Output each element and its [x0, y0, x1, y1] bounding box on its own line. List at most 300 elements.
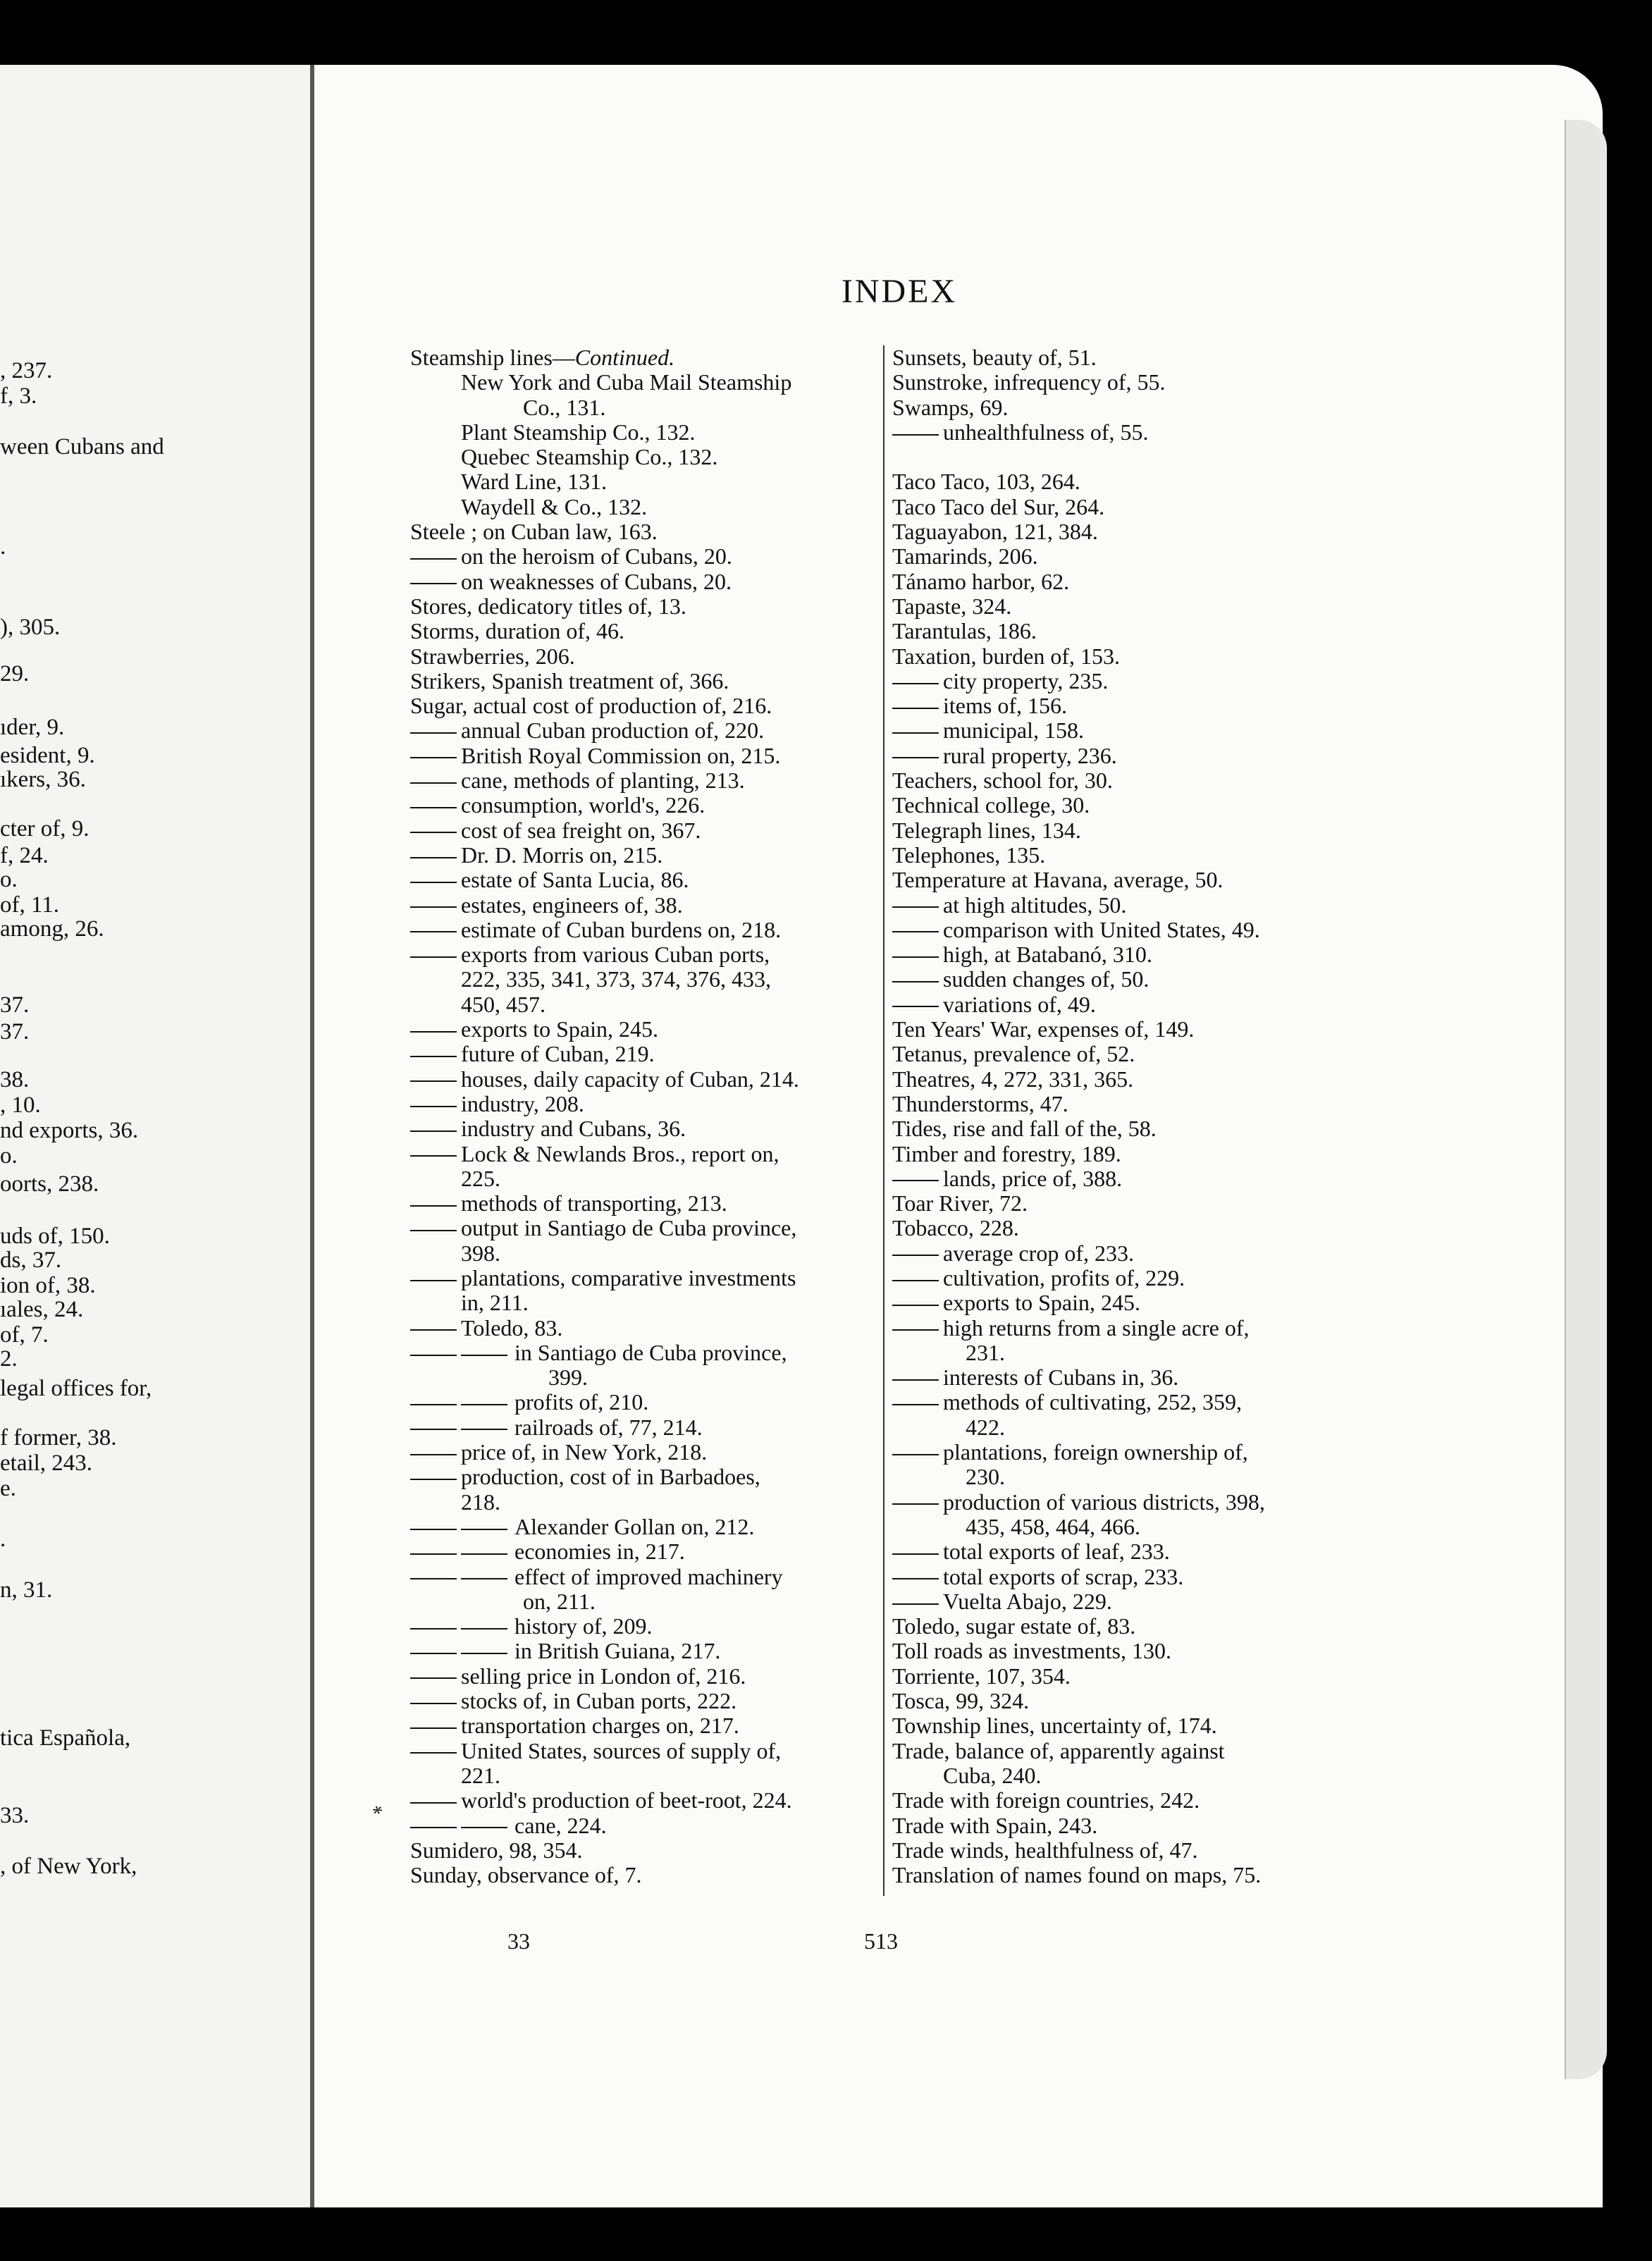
- page-number: 513: [864, 1928, 898, 1954]
- ditto-dash: [892, 1180, 939, 1181]
- index-entry-text: economies in, 217.: [514, 1539, 685, 1565]
- left-page-text-fragment: ıder, 9.: [0, 715, 65, 740]
- index-entry: [892, 1241, 1357, 1266]
- index-entry: [410, 893, 875, 918]
- ditto-dash: [410, 1130, 457, 1132]
- index-entry-text: total exports of leaf, 233.: [943, 1539, 1170, 1565]
- index-entry: [892, 1216, 1357, 1240]
- index-entry-text: Taco Taco, 103, 264.: [892, 469, 1080, 495]
- index-entry-text: Tetanus, prevalence of, 52.: [892, 1041, 1135, 1067]
- index-entry-text: methods of transporting, 213.: [461, 1190, 727, 1216]
- index-entry: [892, 445, 1357, 469]
- ditto-dash: [410, 1653, 457, 1654]
- page-title: INDEX: [841, 273, 958, 310]
- index-entry: [410, 768, 875, 793]
- ditto-dash: [410, 1404, 457, 1405]
- index-entry-text: methods of cultivating, 252, 359,: [943, 1389, 1242, 1415]
- left-page-fragment: [0, 65, 312, 2207]
- ditto-dash: [410, 1056, 457, 1057]
- left-page-text-fragment: 37.: [0, 1019, 30, 1045]
- index-entry-text: variations of, 49.: [943, 991, 1096, 1017]
- ditto-dash: [410, 906, 457, 908]
- index-entry-text: at high altitudes, 50.: [943, 892, 1127, 918]
- left-page-text-fragment: 33.: [0, 1803, 30, 1828]
- index-entry-text: in British Guiana, 217.: [514, 1638, 721, 1664]
- index-entry-text: cane, methods of planting, 213.: [461, 768, 745, 794]
- index-entry-text: Trade, balance of, apparently against: [892, 1737, 1225, 1763]
- index-entry: [410, 1614, 875, 1639]
- index-entry: [410, 1465, 875, 1489]
- index-entry: [410, 1166, 875, 1191]
- index-entry-text: Toledo, 83.: [461, 1314, 563, 1341]
- left-page-text-fragment: f, 24.: [0, 843, 49, 868]
- index-entry: [410, 569, 875, 594]
- ditto-dash: [410, 832, 457, 833]
- index-entry-text: Sumidero, 98, 354.: [410, 1837, 583, 1863]
- index-entry: [410, 1241, 875, 1266]
- index-entry: [892, 669, 1357, 694]
- index-entry: [410, 1739, 875, 1763]
- index-entry: [892, 1515, 1357, 1539]
- ditto-dash: [461, 1827, 507, 1828]
- index-entry-text: Thunderstorms, 47.: [892, 1090, 1068, 1116]
- index-entry-text: railroads of, 77, 214.: [514, 1414, 703, 1440]
- index-entry: [892, 744, 1357, 768]
- index-entry: [410, 1390, 875, 1415]
- index-entry-text: 422.: [966, 1414, 1005, 1440]
- index-entry-text: total exports of scrap, 233.: [943, 1563, 1184, 1589]
- index-entry: [892, 544, 1357, 569]
- ditto-dash: [410, 857, 457, 858]
- index-entry: [892, 1465, 1357, 1489]
- index-entry-text: Teachers, school for, 30.: [892, 768, 1113, 794]
- ditto-dash: [892, 1379, 939, 1381]
- index-entry-text: Strawberries, 206.: [410, 643, 575, 669]
- ditto-dash: [892, 956, 939, 958]
- index-entry-text: Sunsets, beauty of, 51.: [892, 345, 1097, 370]
- left-page-text-fragment: ıkers, 36.: [0, 767, 86, 792]
- index-entry: [892, 1689, 1357, 1713]
- index-entry: [892, 1191, 1357, 1216]
- index-entry-text: transportation charges on, 217.: [461, 1713, 739, 1739]
- index-entry-text: 221.: [461, 1762, 500, 1788]
- ditto-dash: [892, 1603, 939, 1605]
- ditto-dash: [461, 1628, 507, 1629]
- index-entry-text: Vuelta Abajo, 229.: [943, 1588, 1112, 1614]
- ditto-dash: [892, 981, 939, 982]
- index-entry-text: houses, daily capacity of Cuban, 214.: [461, 1066, 799, 1092]
- index-entry: [410, 1788, 875, 1813]
- left-page-text-fragment: f former, 38.: [0, 1425, 117, 1450]
- index-entry: [410, 1664, 875, 1689]
- index-entry-text: Taco Taco del Sur, 264.: [892, 493, 1105, 519]
- index-entry: [410, 420, 875, 445]
- index-entry: [410, 1017, 875, 1042]
- index-entry: [892, 1614, 1357, 1639]
- index-entry: [892, 1390, 1357, 1415]
- index-entry-text: United States, sources of supply of,: [461, 1737, 782, 1763]
- index-entry: [892, 519, 1357, 544]
- index-entry: [410, 718, 875, 743]
- index-entry-text: Tobacco, 228.: [892, 1215, 1019, 1241]
- index-entry-text: Timber and forestry, 189.: [892, 1140, 1121, 1166]
- index-entry-text: selling price in London of, 216.: [461, 1663, 746, 1689]
- index-entry: [892, 1664, 1357, 1689]
- index-entry: [892, 1713, 1357, 1738]
- index-entry-text: Trade with Spain, 243.: [892, 1812, 1098, 1838]
- index-entry-text: cane, 224.: [514, 1812, 607, 1838]
- ditto-dash: [410, 1280, 457, 1281]
- index-entry: [410, 694, 875, 718]
- ditto-dash: [410, 807, 457, 808]
- index-entry-text: production of various districts, 398,: [943, 1489, 1265, 1515]
- index-entry: [892, 1440, 1357, 1465]
- index-entry-text: 398.: [461, 1240, 500, 1266]
- index-entry: [410, 1142, 875, 1166]
- index-entry: [892, 1490, 1357, 1515]
- index-entry: [892, 843, 1357, 868]
- index-entry-text: consumption, world's, 226.: [461, 792, 705, 818]
- ditto-dash: [461, 1553, 507, 1555]
- index-entry-text: Taguayabon, 121, 384.: [892, 519, 1098, 545]
- index-entry: [892, 1092, 1357, 1116]
- index-entry-text: annual Cuban production of, 220.: [461, 717, 765, 744]
- ditto-dash: [410, 1553, 457, 1555]
- index-entry: [892, 469, 1357, 494]
- index-entry: [892, 370, 1357, 395]
- index-entry-text: exports from various Cuban ports,: [461, 942, 770, 968]
- index-entry: [410, 1515, 875, 1539]
- index-entry: [410, 1565, 875, 1589]
- ditto-dash: [461, 1578, 507, 1579]
- index-entry: [410, 495, 875, 519]
- index-entry-text: Sugar, actual cost of production of, 216.: [410, 693, 772, 719]
- ditto-dash: [410, 1205, 457, 1207]
- index-entry-text: on, 211.: [523, 1588, 596, 1614]
- ditto-dash: [410, 1454, 457, 1455]
- index-entry: [892, 1116, 1357, 1141]
- index-entry-text: estate of Santa Lucia, 86.: [461, 867, 689, 893]
- ditto-dash: [892, 757, 939, 758]
- index-entry-text: in, 211.: [461, 1290, 529, 1316]
- index-entry: [892, 1316, 1357, 1341]
- ditto-dash: [410, 882, 457, 883]
- index-entry-text: cultivation, profits of, 229.: [943, 1264, 1185, 1290]
- left-page-text-fragment: o.: [0, 867, 18, 892]
- left-page-text-fragment: n, 31.: [0, 1577, 53, 1603]
- index-entry-text: Tapaste, 324.: [892, 593, 1012, 619]
- index-entry-text: Toll roads as investments, 130.: [892, 1638, 1171, 1664]
- index-entry: [892, 1266, 1357, 1290]
- index-entry-text: Swamps, 69.: [892, 394, 1009, 420]
- index-entry-text: history of, 209.: [514, 1613, 653, 1639]
- index-entry: [410, 1440, 875, 1465]
- index-entry-text: Taxation, burden of, 153.: [892, 643, 1121, 669]
- left-page-text-fragment: 29.: [0, 661, 30, 686]
- ditto-dash: [410, 1329, 457, 1331]
- left-page-text-fragment: oorts, 238.: [0, 1171, 99, 1197]
- index-entry-text: Alexander Gollan on, 212.: [514, 1513, 755, 1539]
- ditto-dash: [410, 757, 457, 758]
- left-page-text-fragment: , 237.: [0, 358, 53, 383]
- index-entry-continued: Continued.: [574, 345, 675, 370]
- index-entry-text: Storms, duration of, 46.: [410, 618, 624, 644]
- index-entry-text: Township lines, uncertainty of, 174.: [892, 1713, 1217, 1739]
- index-entry: [410, 1266, 875, 1290]
- index-entry-text: Tánamo harbor, 62.: [892, 568, 1070, 594]
- index-entry: [892, 1589, 1357, 1614]
- index-entry: [892, 918, 1357, 942]
- index-entry-text: estates, engineers of, 38.: [461, 892, 683, 918]
- index-entry: [892, 1415, 1357, 1440]
- ditto-dash: [892, 732, 939, 734]
- index-entry-text: Ward Line, 131.: [461, 469, 608, 495]
- index-entry: [892, 594, 1357, 619]
- ditto-dash: [410, 1703, 457, 1704]
- left-page-text-fragment: tica Española,: [0, 1725, 131, 1751]
- left-page-text-fragment: uds of, 150.: [0, 1224, 110, 1249]
- index-entry-text: output in Santiago de Cuba province,: [461, 1215, 797, 1241]
- index-entry: [892, 694, 1357, 718]
- ditto-dash: [410, 931, 457, 932]
- index-entry: [892, 868, 1357, 892]
- left-page-text-fragment: cter of, 9.: [0, 816, 90, 842]
- left-page-text-fragment: of, 7.: [0, 1322, 49, 1348]
- index-entry-text: 435, 458, 464, 466.: [966, 1513, 1140, 1539]
- index-entry-text: sudden changes of, 50.: [943, 966, 1149, 992]
- ditto-dash: [410, 1578, 457, 1579]
- index-entry-text: high, at Batabanó, 310.: [943, 942, 1152, 968]
- left-page-text-fragment: legal offices for,: [0, 1376, 152, 1401]
- left-page-text-fragment: , of New York,: [0, 1854, 137, 1879]
- index-entry-text: Quebec Steamship Co., 132.: [461, 444, 718, 470]
- index-entry: [892, 495, 1357, 519]
- ditto-dash: [461, 1355, 507, 1356]
- index-entry-text: estimate of Cuban burdens on, 218.: [461, 916, 782, 942]
- index-entry-text: industry, 208.: [461, 1090, 584, 1116]
- index-entry: [892, 893, 1357, 918]
- index-entry-text: Telephones, 135.: [892, 842, 1046, 868]
- ditto-dash: [410, 558, 457, 560]
- index-entry: [410, 1191, 875, 1216]
- index-entry-text: Strikers, Spanish treatment of, 366.: [410, 667, 729, 694]
- index-entry: [410, 992, 875, 1017]
- index-entry-text: Steamship lines—: [410, 345, 575, 370]
- left-page-text-fragment: .: [0, 534, 6, 560]
- ditto-dash: [410, 1479, 457, 1480]
- index-entry-text: British Royal Commission on, 215.: [461, 742, 781, 768]
- index-entry: [410, 1092, 875, 1116]
- index-entry-text: 231.: [966, 1339, 1005, 1365]
- index-entry: [410, 594, 875, 619]
- index-entry-text: Temperature at Havana, average, 50.: [892, 867, 1223, 893]
- index-entry-text: 218.: [461, 1489, 500, 1515]
- index-entry-text: Sunday, observance of, 7.: [410, 1862, 642, 1888]
- left-page-text-fragment: of, 11.: [0, 892, 60, 918]
- index-entry-text: cost of sea freight on, 367.: [461, 817, 701, 843]
- left-page-text-fragment: nd exports, 36.: [0, 1118, 139, 1143]
- index-entry-text: Tamarinds, 206.: [892, 543, 1038, 569]
- margin-mark: *: [369, 1800, 388, 1826]
- index-entry: [410, 445, 875, 469]
- index-entry: [410, 1639, 875, 1663]
- index-entry-text: Steele ; on Cuban law, 163.: [410, 519, 658, 545]
- index-entry-text: 230.: [966, 1464, 1005, 1490]
- index-entry: [892, 395, 1357, 420]
- ditto-dash: [892, 1578, 939, 1579]
- index-entry-text: lands, price of, 388.: [943, 1165, 1123, 1191]
- ditto-dash: [410, 1080, 457, 1082]
- index-entry: [410, 619, 875, 643]
- index-entry: [892, 569, 1357, 594]
- index-entry: [892, 1639, 1357, 1663]
- ditto-dash: [410, 1628, 457, 1629]
- index-entry-text: in Santiago de Cuba province,: [514, 1339, 787, 1365]
- index-entry: [892, 1739, 1357, 1763]
- index-entry-text: exports to Spain, 245.: [943, 1290, 1140, 1316]
- ditto-dash: [892, 683, 939, 684]
- page-edge: [1565, 120, 1607, 2079]
- index-entry: [410, 519, 875, 544]
- index-entry-text: Torriente, 107, 354.: [892, 1663, 1071, 1689]
- left-page-text-fragment: ), 305.: [0, 615, 61, 640]
- ditto-dash: [410, 782, 457, 784]
- ditto-dash: [461, 1529, 507, 1530]
- ditto-dash: [892, 1553, 939, 1555]
- index-entry: [410, 469, 875, 494]
- index-entry: [892, 967, 1357, 992]
- index-entry-text: effect of improved machinery: [514, 1563, 783, 1589]
- index-entry: [410, 395, 875, 420]
- index-entry: [410, 1067, 875, 1092]
- index-entry: [892, 1142, 1357, 1166]
- index-entry-text: Ten Years' War, expenses of, 149.: [892, 1016, 1195, 1042]
- left-page-text-fragment: ds, 37.: [0, 1247, 62, 1273]
- index-entry-text: production, cost of in Barbadoes,: [461, 1464, 760, 1490]
- ditto-dash: [410, 1802, 457, 1804]
- index-entry-text: Tides, rise and fall of the, 58.: [892, 1116, 1157, 1142]
- left-page-text-fragment: 2.: [0, 1346, 18, 1372]
- index-entry: [410, 967, 875, 992]
- index-entry-text: Theatres, 4, 272, 331, 365.: [892, 1066, 1134, 1092]
- ditto-dash: [410, 1752, 457, 1754]
- index-entry: [410, 345, 875, 370]
- left-page-text-fragment: etail, 243.: [0, 1450, 93, 1476]
- index-entry-text: interests of Cubans in, 36.: [943, 1364, 1179, 1391]
- ditto-dash: [410, 1677, 457, 1679]
- index-entry: [892, 1565, 1357, 1589]
- index-entry: [410, 1415, 875, 1440]
- left-page-text-fragment: esident, 9.: [0, 743, 95, 768]
- index-entry-text: rural property, 236.: [943, 742, 1117, 768]
- index-entry-text: on weaknesses of Cubans, 20.: [461, 568, 732, 594]
- index-entry: [892, 1017, 1357, 1042]
- index-entry: [892, 1166, 1357, 1191]
- ditto-dash: [410, 1727, 457, 1729]
- index-entry-text: 222, 335, 341, 373, 374, 376, 433,: [461, 966, 771, 992]
- column-divider: [883, 345, 884, 1896]
- index-entry-text: exports to Spain, 245.: [461, 1016, 658, 1042]
- index-entry-text: Lock & Newlands Bros., report on,: [461, 1140, 779, 1166]
- index-entry-text: high returns from a single acre of,: [943, 1314, 1250, 1341]
- index-entry: [892, 619, 1357, 643]
- ditto-dash: [892, 708, 939, 709]
- ditto-dash: [410, 1827, 457, 1828]
- ditto-dash: [892, 1006, 939, 1007]
- index-entry: [892, 644, 1357, 669]
- index-entry-text: Toar River, 72.: [892, 1190, 1028, 1216]
- index-entry: [892, 992, 1357, 1017]
- index-entry: [410, 868, 875, 892]
- index-entry: [892, 1042, 1357, 1066]
- index-entry-text: Waydell & Co., 132.: [461, 493, 648, 519]
- index-entry-text: comparison with United States, 49.: [943, 916, 1260, 942]
- index-entry: [410, 1116, 875, 1141]
- index-entry-text: city property, 235.: [943, 667, 1109, 694]
- index-column-right: [892, 345, 1357, 1887]
- ditto-dash: [892, 1503, 939, 1505]
- index-entry-text: New York and Cuba Mail Steamship: [461, 369, 792, 395]
- index-entry-text: municipal, 158.: [943, 717, 1084, 744]
- index-entry-text: 450, 457.: [461, 991, 545, 1017]
- index-entry-text: average crop of, 233.: [943, 1240, 1134, 1266]
- index-entry: [892, 1539, 1357, 1564]
- left-page-text-fragment: , 10.: [0, 1092, 41, 1118]
- index-entry-text: price of, in New York, 218.: [461, 1439, 708, 1465]
- index-entry: [410, 644, 875, 669]
- index-entry: [410, 370, 875, 395]
- ditto-dash: [892, 1329, 939, 1331]
- ditto-dash: [410, 1106, 457, 1107]
- index-entry-text: items of, 156.: [943, 693, 1067, 719]
- index-entry-text: profits of, 210.: [514, 1389, 649, 1415]
- ditto-dash: [410, 1529, 457, 1530]
- ditto-dash: [410, 956, 457, 958]
- index-entry: [410, 918, 875, 942]
- index-entry-text: plantations, comparative investments: [461, 1264, 796, 1290]
- index-entry-text: Translation of names found on maps, 75.: [892, 1862, 1262, 1888]
- index-entry: [892, 1341, 1357, 1365]
- left-page-text-fragment: e.: [0, 1476, 16, 1501]
- index-entry: [410, 1689, 875, 1713]
- index-entry: [410, 1863, 875, 1887]
- ditto-dash: [892, 434, 939, 436]
- index-entry: [410, 818, 875, 843]
- index-entry: [410, 1341, 875, 1365]
- index-entry-text: Tosca, 99, 324.: [892, 1688, 1030, 1714]
- ditto-dash: [892, 1404, 939, 1405]
- index-entry: [892, 1290, 1357, 1315]
- index-entry: [410, 843, 875, 868]
- index-entry: [892, 1365, 1357, 1390]
- index-entry: [892, 1863, 1357, 1887]
- left-page-text-fragment: .: [0, 1527, 6, 1552]
- index-entry: [410, 1316, 875, 1341]
- index-entry: [892, 768, 1357, 793]
- index-entry-text: Cuba, 240.: [943, 1762, 1042, 1788]
- index-entry: [892, 718, 1357, 743]
- index-entry-text: Trade winds, healthfulness of, 47.: [892, 1837, 1198, 1863]
- index-entry: [410, 1713, 875, 1738]
- index-entry-text: Telegraph lines, 134.: [892, 817, 1081, 843]
- index-entry-text: on the heroism of Cubans, 20.: [461, 543, 732, 569]
- ditto-dash: [410, 583, 457, 584]
- index-entry: [410, 544, 875, 569]
- ditto-dash: [892, 1454, 939, 1455]
- ditto-dash: [461, 1404, 507, 1405]
- left-page-text-fragment: among, 26.: [0, 916, 104, 942]
- index-entry: [892, 818, 1357, 843]
